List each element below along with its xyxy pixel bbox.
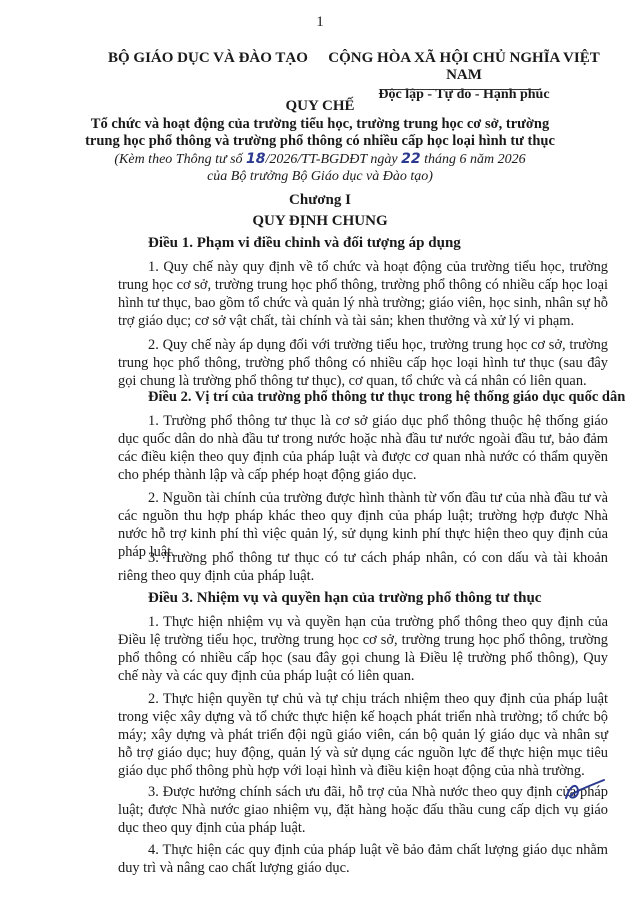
- page-number: 1: [316, 14, 324, 30]
- document-title-line-2: trung học phổ thông và trường phổ thông có nhiều cấp học loại hình tư thục: [85, 133, 555, 149]
- handwritten-number: 18: [246, 151, 266, 167]
- article-2-para-2: 2. Nguồn tài chính của trường được hình thành từ vốn đầu tư của nhà đầu tư và các nguồn thu hợp pháp khác theo quy định của pháp luật; trường hợp được Nhà nước hỗ trợ kinh phí thì việc quản lý, sử dụng kinh phí thực hiện theo quy định của pháp luật.: [118, 490, 608, 560]
- document-title-line-1: Tổ chức và hoạt động của trường tiểu học, trường trung học cơ sở, trường: [90, 116, 550, 132]
- country-name: CỘNG HÒA XÃ HỘI CHỦ NGHĨA VIỆT NAM: [328, 50, 600, 83]
- article-1-para-1: 1. Quy chế này quy định về tổ chức và hoạt động của trường tiểu học, trường trung học cơ sở, trường trung học phổ thông, trường phổ thông có nhiều cấp học loại hình tư thục, bao gồm tổ chức và quản lý nhà trường; giáo viên, học sinh, nhân sự hỗ trợ giáo dục; cơ sở vật chất, tài chính và tài sản; khen thưởng và xử lý vi phạm.: [118, 259, 608, 329]
- national-header: [318, 50, 610, 103]
- ministry-name: BỘ GIÁO DỤC VÀ ĐÀO TẠO: [108, 50, 308, 66]
- reference-date: tháng 6 năm 2026: [424, 152, 526, 167]
- article-2-heading: Điều 2. Vị trí của trường phổ thông tư thục trong hệ thống giáo dục quốc dân: [148, 389, 626, 405]
- article-2-para-3: 3. Trường phổ thông tư thục có tư cách pháp nhân, có con dấu và tài khoản riêng theo quy định của pháp luật.: [118, 550, 608, 584]
- motto-underline: [381, 89, 541, 90]
- national-motto: Độc lập - Tự do - Hạnh phúc: [378, 87, 550, 102]
- initials-signature: [560, 776, 608, 806]
- document-type: QUY CHẾ: [285, 98, 355, 114]
- article-1-para-2: 2. Quy chế này áp dụng đối với trường tiểu học, trường trung học cơ sở, trường trung học phổ thông, trường phổ thông có nhiều cấp học loại hình tư thục (sau đây gọi chung là trường phổ thông tư thục), cơ quan, tổ chức và cá nhân có liên quan.: [118, 337, 608, 389]
- reference-code: /2026/TT-BGDĐT ngày: [265, 152, 398, 167]
- reference-prefix: (Kèm theo Thông tư số: [114, 152, 243, 167]
- article-3-para-3: 3. Được hưởng chính sách ưu đãi, hỗ trợ của Nhà nước theo quy định của pháp luật; được Nhà nước giao nhiệm vụ, đặt hàng hoặc đấu thầu cung cấp dịch vụ giáo dục theo quy định của pháp luật.: [118, 784, 608, 836]
- article-3-para-2: 2. Thực hiện quyền tự chủ và tự chịu trách nhiệm theo quy định của pháp luật trong việc xây dựng và tổ chức thực hiện kế hoạch phát triển nhà trường; tổ chức bộ máy; xây dựng và phát triển đội ngũ giáo viên, cán bộ quản lý giáo dục và nhân sự hỗ trợ giáo dục; huy động, quản lý và sử dụng các nguồn lực để thực hiện mục tiêu giáo dục phổ thông phù hợp với loại hình và điều kiện hoạt động của nhà trường.: [118, 691, 608, 779]
- chapter-title: QUY ĐỊNH CHUNG: [252, 213, 388, 229]
- article-3-heading: Điều 3. Nhiệm vụ và quyền hạn của trường phổ thông tư thục: [148, 590, 542, 606]
- handwritten-day: 22: [401, 151, 421, 167]
- reference-line: [0, 151, 640, 168]
- article-3-para-1: 1. Thực hiện nhiệm vụ và quyền hạn của trường phổ thông theo quy định của Điều lệ trường tiểu học, trường trung học cơ sở, trường trung học phổ thông, trường phổ thông có nhiều cấp học (sau đây gọi chung là Điều lệ trường phổ thông), Quy chế này và các quy định của pháp luật có liên quan.: [118, 614, 608, 684]
- article-3-para-4: 4. Thực hiện các quy định của pháp luật về bảo đảm chất lượng giáo dục nhằm duy trì và nâng cao chất lượng giáo dục.: [118, 842, 608, 876]
- article-1-heading: Điều 1. Phạm vi điều chỉnh và đối tượng áp dụng: [148, 235, 461, 251]
- article-2-para-1: 1. Trường phổ thông tư thục là cơ sở giáo dục phổ thông thuộc hệ thống giáo dục quốc dân do nhà đầu tư trong nước hoặc nhà đầu tư nước ngoài đầu tư, bảo đảm các điều kiện theo quy định của pháp luật và được cơ quan nhà nước có thẩm quyền cho phép thành lập và cấp phép hoạt động giáo dục.: [118, 413, 608, 483]
- reference-issuer: của Bộ trưởng Bộ Giáo dục và Đào tạo): [207, 169, 433, 184]
- chapter-number: Chương I: [289, 192, 351, 208]
